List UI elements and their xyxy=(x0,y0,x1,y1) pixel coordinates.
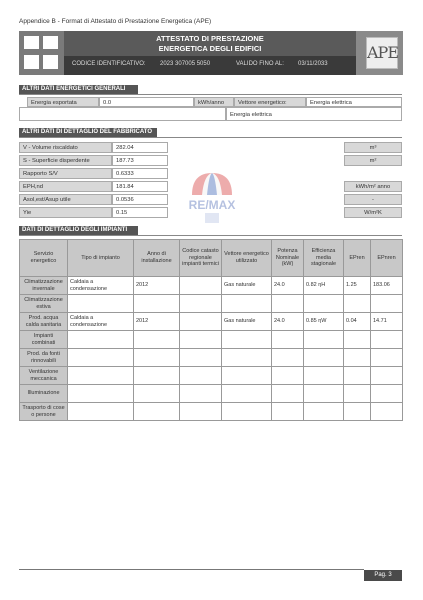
install-year xyxy=(134,349,180,367)
epren xyxy=(344,403,371,421)
efficiency-cell xyxy=(304,385,344,403)
building-label: Yie xyxy=(19,207,112,218)
service-name: Ventilazione meccanica xyxy=(20,367,68,385)
epnren xyxy=(371,385,403,403)
title-line-1: ATTESTATO DI PRESTAZIONE xyxy=(156,34,264,43)
nominal-power xyxy=(272,367,304,385)
install-year: 2012 xyxy=(134,313,180,331)
building-label: V - Volume riscaldato xyxy=(19,142,112,153)
efficiency-cell xyxy=(304,313,344,331)
epnren xyxy=(371,367,403,385)
column-header: Servizio energetico xyxy=(20,240,68,277)
section-divider xyxy=(19,235,402,236)
systems-table xyxy=(19,239,403,421)
balloon-icon xyxy=(167,167,257,227)
remax-watermark xyxy=(167,167,257,227)
energy-unit: kWh/anno xyxy=(194,97,234,107)
section-systems-heading: DATI DI DETTAGLIO DEGLI IMPIANTI xyxy=(19,226,138,235)
install-year xyxy=(134,403,180,421)
cadastre-code xyxy=(180,313,222,331)
column-header: Vettore energetico utilizzato xyxy=(222,240,272,277)
footer-divider xyxy=(19,569,364,570)
document-header xyxy=(19,31,403,75)
nominal-power xyxy=(272,403,304,421)
energy-vector: Gas naturale xyxy=(222,277,272,295)
section-divider xyxy=(19,94,402,95)
title-bar xyxy=(64,31,356,56)
system-type xyxy=(68,403,134,421)
building-unit: m³ xyxy=(344,142,402,153)
epren xyxy=(344,367,371,385)
epnren: 183.06 xyxy=(371,277,403,295)
service-name: Trasporto di cose o persone xyxy=(20,403,68,421)
valid-label: VALIDO FINO AL: xyxy=(236,61,284,67)
building-unit: - xyxy=(344,194,402,205)
table-row xyxy=(20,385,403,403)
system-type: Caldaia a condensazione xyxy=(68,313,134,331)
efficiency-cell xyxy=(304,277,344,295)
page-number: Pag. 3 xyxy=(364,570,402,581)
service-name: Climatizzazione estiva xyxy=(20,295,68,313)
epren xyxy=(344,385,371,403)
service-name: Prod. acqua calda sanitaria xyxy=(20,313,68,331)
cadastre-code xyxy=(180,277,222,295)
epnren xyxy=(371,295,403,313)
cadastre-code xyxy=(180,331,222,349)
cadastre-code xyxy=(180,385,222,403)
vector-label: Vettore energetico: xyxy=(234,97,306,107)
vector-value: Energia elettrica xyxy=(306,97,402,107)
code-value: 2023 307005 5050 xyxy=(160,61,211,67)
table-row xyxy=(20,367,403,385)
code-bar xyxy=(64,56,356,75)
building-label: S - Superficie disperdente xyxy=(19,155,112,166)
install-year xyxy=(134,295,180,313)
install-year xyxy=(134,331,180,349)
efficiency-value: 0.82 xyxy=(306,282,317,289)
energy-label: Energia esportata xyxy=(27,97,99,107)
building-unit: kWh/m² anno xyxy=(344,181,402,192)
energy-vector xyxy=(222,385,272,403)
service-name: Illuminazione xyxy=(20,385,68,403)
table-row xyxy=(20,277,403,295)
column-header: Tipo di impianto xyxy=(68,240,134,277)
vector-value-2: Energia elettrica xyxy=(226,107,402,121)
install-year xyxy=(134,367,180,385)
watermark-text: RE/MAX xyxy=(188,198,236,212)
epnren xyxy=(371,331,403,349)
efficiency-value: 0.85 xyxy=(306,318,317,325)
efficiency-cell xyxy=(304,349,344,367)
building-unit: m² xyxy=(344,155,402,166)
ape-logo xyxy=(356,31,403,75)
service-name: Impianti combinati xyxy=(20,331,68,349)
cadastre-code xyxy=(180,349,222,367)
efficiency-cell xyxy=(304,331,344,349)
cadastre-code xyxy=(180,295,222,313)
section-building-heading: ALTRI DATI DI DETTAGLIO DEL FABBRICATO xyxy=(19,128,157,137)
table-row xyxy=(20,403,403,421)
energy-vector xyxy=(222,403,272,421)
building-value: 187.73 xyxy=(112,155,168,166)
nominal-power xyxy=(272,385,304,403)
service-name: Climatizzazione invernale xyxy=(20,277,68,295)
column-header: EPnren xyxy=(371,240,403,277)
energy-value: 0.0 xyxy=(99,97,194,107)
building-value: 181.84 xyxy=(112,181,168,192)
epren xyxy=(344,295,371,313)
section-general-heading: ALTRI DATI ENERGETICI GENERALI xyxy=(19,85,138,94)
nominal-power xyxy=(272,331,304,349)
building-label: Rapporto S/V xyxy=(19,168,112,179)
section-divider xyxy=(19,137,402,138)
epnren xyxy=(371,403,403,421)
building-label: Asol,est/Asup utile xyxy=(19,194,112,205)
column-header: Efficienza media stagionale xyxy=(304,240,344,277)
system-type: Caldaia a condensazione xyxy=(68,277,134,295)
efficiency-cell xyxy=(304,367,344,385)
table-row xyxy=(20,349,403,367)
table-row xyxy=(20,295,403,313)
install-year: 2012 xyxy=(134,277,180,295)
title-line-2: ENERGETICA DEGLI EDIFICI xyxy=(158,44,262,53)
cadastre-code xyxy=(180,403,222,421)
efficiency-cell xyxy=(304,295,344,313)
code-label: CODICE IDENTIFICATIVO: xyxy=(72,61,146,67)
building-value: 0.15 xyxy=(112,207,168,218)
nominal-power xyxy=(272,349,304,367)
epren: 0.04 xyxy=(344,313,371,331)
region-logo xyxy=(19,31,64,75)
column-header: Anno di installazione xyxy=(134,240,180,277)
column-header: Codice catasto regionale impianti termici xyxy=(180,240,222,277)
epnren: 14.71 xyxy=(371,313,403,331)
service-name: Prod. da fonti rinnovabili xyxy=(20,349,68,367)
epren xyxy=(344,349,371,367)
install-year xyxy=(134,385,180,403)
energy-vector xyxy=(222,295,272,313)
system-type xyxy=(68,349,134,367)
appendix-title: Appendice B - Format di Attestato di Prestazione Energetica (APE) xyxy=(19,18,212,25)
epren xyxy=(344,331,371,349)
blank-cell xyxy=(19,107,226,121)
systems-header-row xyxy=(20,240,403,277)
building-value: 0.6333 xyxy=(112,168,168,179)
system-type xyxy=(68,331,134,349)
system-type xyxy=(68,385,134,403)
efficiency-symbol: ηW xyxy=(318,318,327,325)
column-header: EPren xyxy=(344,240,371,277)
building-label: EPH,nd xyxy=(19,181,112,192)
system-type xyxy=(68,367,134,385)
column-header: Potenza Nominale (kW) xyxy=(272,240,304,277)
table-row xyxy=(20,331,403,349)
nominal-power: 24.0 xyxy=(272,313,304,331)
energy-vector xyxy=(222,367,272,385)
nominal-power: 24.0 xyxy=(272,277,304,295)
building-value: 0.0536 xyxy=(112,194,168,205)
valid-value: 03/11/2033 xyxy=(298,61,328,67)
system-type xyxy=(68,295,134,313)
cadastre-code xyxy=(180,367,222,385)
epnren xyxy=(371,349,403,367)
nominal-power xyxy=(272,295,304,313)
energy-vector xyxy=(222,331,272,349)
building-value: 282.04 xyxy=(112,142,168,153)
efficiency-symbol: ηH xyxy=(318,282,326,289)
table-row xyxy=(20,313,403,331)
ape-logo-text: APE xyxy=(366,37,398,69)
energy-vector xyxy=(222,349,272,367)
efficiency-cell xyxy=(304,403,344,421)
building-unit: W/m²K xyxy=(344,207,402,218)
epren: 1.25 xyxy=(344,277,371,295)
energy-vector: Gas naturale xyxy=(222,313,272,331)
